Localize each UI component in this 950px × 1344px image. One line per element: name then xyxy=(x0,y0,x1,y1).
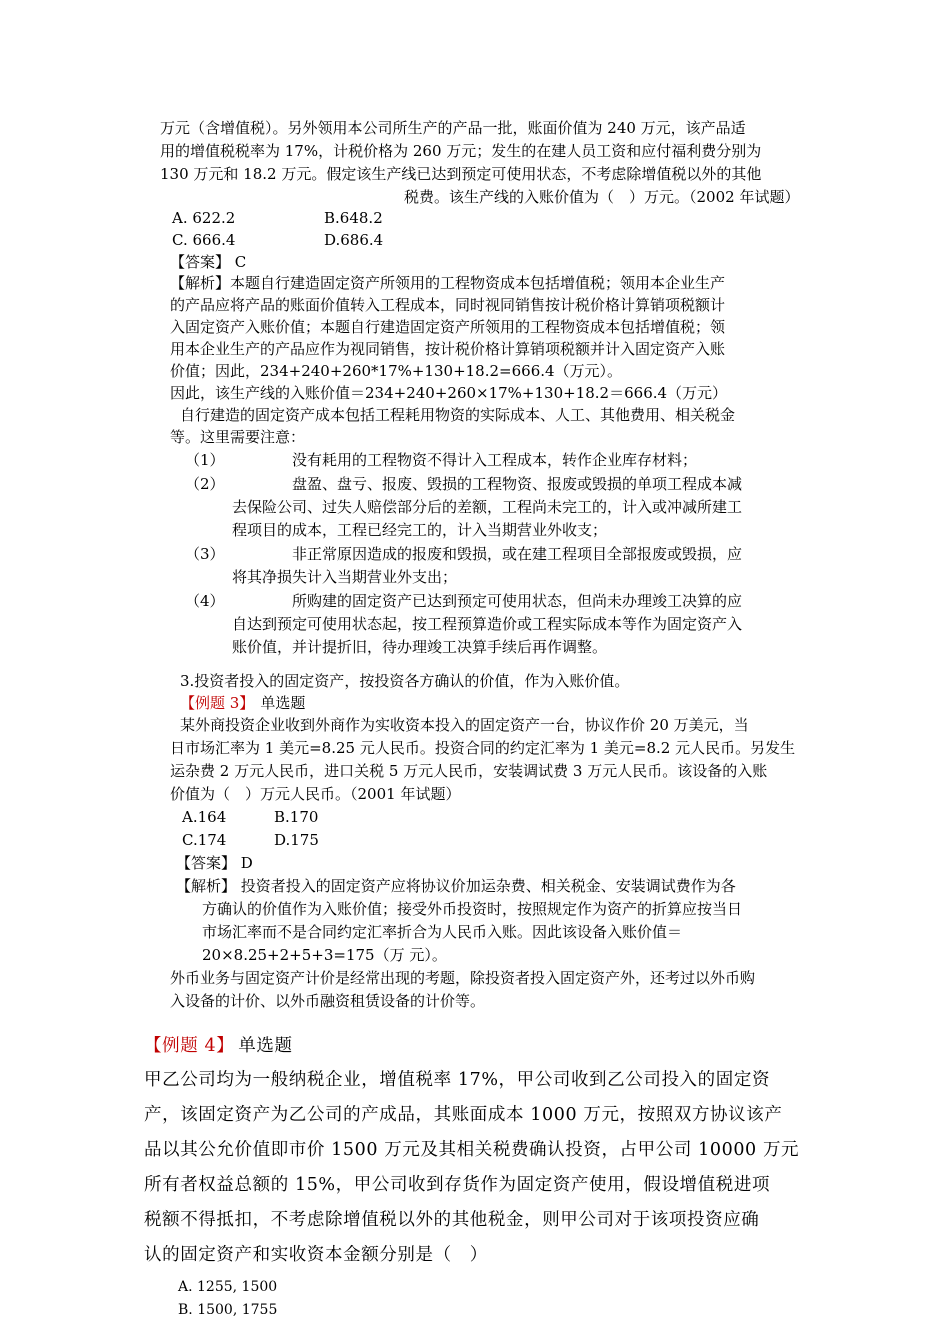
analysis-line: 市场汇率而不是合同约定汇率折合为人民币入账。因此该设备入账价值＝ xyxy=(202,923,683,941)
question-line: 130 万元和 18.2 万元。假定该生产线已达到预定可使用状态，不考虑除增值税以外的其他 xyxy=(160,165,762,183)
option-d: D.686.4 xyxy=(324,231,384,249)
note-line: 将其净损失计入当期营业外支出； xyxy=(232,568,458,586)
note-line: 非正常原因造成的报废和毁损，或在建工程项目全部报废或毁损，应 xyxy=(292,545,743,563)
note-number: （1） xyxy=(185,451,225,469)
example-heading xyxy=(144,1034,293,1058)
note-number: （2） xyxy=(185,475,225,493)
analysis-line: 价值；因此，234+240+260*17%+130+18.2=666.4（万元）。 xyxy=(170,362,623,380)
section-heading: 3.投资者投入的固定资产，按投资各方确认的价值，作为入账价值。 xyxy=(180,672,630,690)
conclusion-line: 因此，该生产线的入账价值＝234+240+260×17%+130+18.2＝666.4（万元） xyxy=(170,384,728,402)
option-a: A. 1255, 1500 xyxy=(178,1279,278,1295)
option-b: B. 1500, 1755 xyxy=(178,1302,278,1318)
outro-line: 入设备的计价、以外币融资租赁设备的计价等。 xyxy=(170,992,486,1010)
intro-line: 自行建造的固定资产成本包括工程耗用物资的实际成本、人工、其他费用、相关税金 xyxy=(180,406,736,424)
example-line: 所有者权益总额的 15%，甲公司收到存货作为固定资产使用，假设增值税进项 xyxy=(144,1175,771,1195)
analysis-line: 用本企业生产的产品应作为视同销售，按计税价格计算销项税额并计入固定资产入账 xyxy=(170,340,726,358)
question-line: 用的增值税税率为 17%，计税价格为 260 万元；发生的在建人员工资和应付福利费分别为 xyxy=(160,142,762,160)
question-line: 税费。该生产线的入账价值为（ ）万元。（2002 年试题） xyxy=(404,188,800,206)
option-a: A.164 xyxy=(182,808,227,826)
option-c: C.174 xyxy=(182,831,227,849)
option-a: A. 622.2 xyxy=(172,209,236,227)
note-line: 盘盈、盘亏、报废、毁损的工程物资、报废或毁损的单项工程成本减 xyxy=(292,475,743,493)
note-line: 账价值，并计提折旧，待办理竣工决算手续后再作调整。 xyxy=(232,638,608,656)
analysis-line: 【解析】 投资者投入的固定资产应将协议价加运杂费、相关税金、安装调试费作为各 xyxy=(176,877,736,895)
example-line: 品以其公允价值即市价 1500 万元及其相关税费确认投资，占甲公司 10000 万元 xyxy=(144,1140,800,1160)
example-line: 日市场汇率为 1 美元=8.25 元人民币。投资合同的约定汇率为 1 美元=8.2 元人民币。另发生 xyxy=(170,739,796,757)
example-tag: 【例题 4】 xyxy=(144,1036,235,1056)
answer-line: 【答案】 C xyxy=(170,253,247,271)
option-b: B.170 xyxy=(274,808,319,826)
example-heading xyxy=(180,693,305,713)
option-c: C. 666.4 xyxy=(172,231,236,249)
note-line: 程项目的成本，工程已经完工的，计入当期营业外收支； xyxy=(232,521,608,539)
analysis-line: 【解析】本题自行建造固定资产所领用的工程物资成本包括增值税；领用本企业生产 xyxy=(170,274,726,292)
outro-line: 外币业务与固定资产计价是经常出现的考题，除投资者投入固定资产外，还考过以外币购 xyxy=(170,969,756,987)
note-line: 没有耗用的工程物资不得计入工程成本，转作企业库存材料； xyxy=(292,451,698,469)
example-line: 甲乙公司均为一般纳税企业，增值税率 17%，甲公司收到乙公司投入的固定资 xyxy=(144,1070,771,1090)
example-type: 单选题 xyxy=(238,1036,293,1056)
intro-line: 等。这里需要注意： xyxy=(170,428,306,446)
example-line: 产，该固定资产为乙公司的产成品，其账面成本 1000 万元，按照双方协议该产 xyxy=(144,1105,783,1125)
option-d: D.175 xyxy=(274,831,319,849)
example-line: 认的固定资产和实收资本金额分别是（ ） xyxy=(144,1245,488,1265)
analysis-line: 方确认的价值作为入账价值；接受外币投资时，按照规定作为资产的折算应按当日 xyxy=(202,900,743,918)
example-line: 某外商投资企业收到外商作为实收资本投入的固定资产一台，协议作价 20 万美元，当 xyxy=(180,716,749,734)
note-line: 所购建的固定资产已达到预定可使用状态，但尚未办理竣工决算的应 xyxy=(292,592,743,610)
analysis-line: 入固定资产入账价值；本题自行建造固定资产所领用的工程物资成本包括增值税；领 xyxy=(170,318,726,336)
example-line: 价值为（ ）万元人民币。（2001 年试题） xyxy=(170,785,461,803)
question-line: 万元（含增值税）。另外领用本公司所生产的产品一批，账面价值为 240 万元，该产品适 xyxy=(160,119,746,137)
example-line: 运杂费 2 万元人民币，进口关税 5 万元人民币，安装调试费 3 万元人民币。该设备的入账 xyxy=(170,762,768,780)
note-line: 自达到预定可使用状态起，按工程预算造价或工程实际成本等作为固定资产入 xyxy=(232,615,743,633)
analysis-line: 20×8.25+2+5+3=175（万 元）。 xyxy=(202,946,447,964)
note-number: （4） xyxy=(185,592,225,610)
answer-line: 【答案】 D xyxy=(176,854,253,872)
example-line: 税额不得抵扣，不考虑除增值税以外的其他税金，则甲公司对于该项投资应确 xyxy=(144,1210,760,1230)
note-number: （3） xyxy=(185,545,225,563)
example-tag: 【例题 3】 xyxy=(180,694,255,712)
note-line: 去保险公司、过失人赔偿部分后的差额，工程尚未完工的，计入或冲减所建工 xyxy=(232,498,743,516)
option-b: B.648.2 xyxy=(324,209,383,227)
example-type: 单选题 xyxy=(260,694,306,712)
analysis-line: 的产品应将产品的账面价值转入工程成本，同时视同销售按计税价格计算销项税额计 xyxy=(170,296,726,314)
